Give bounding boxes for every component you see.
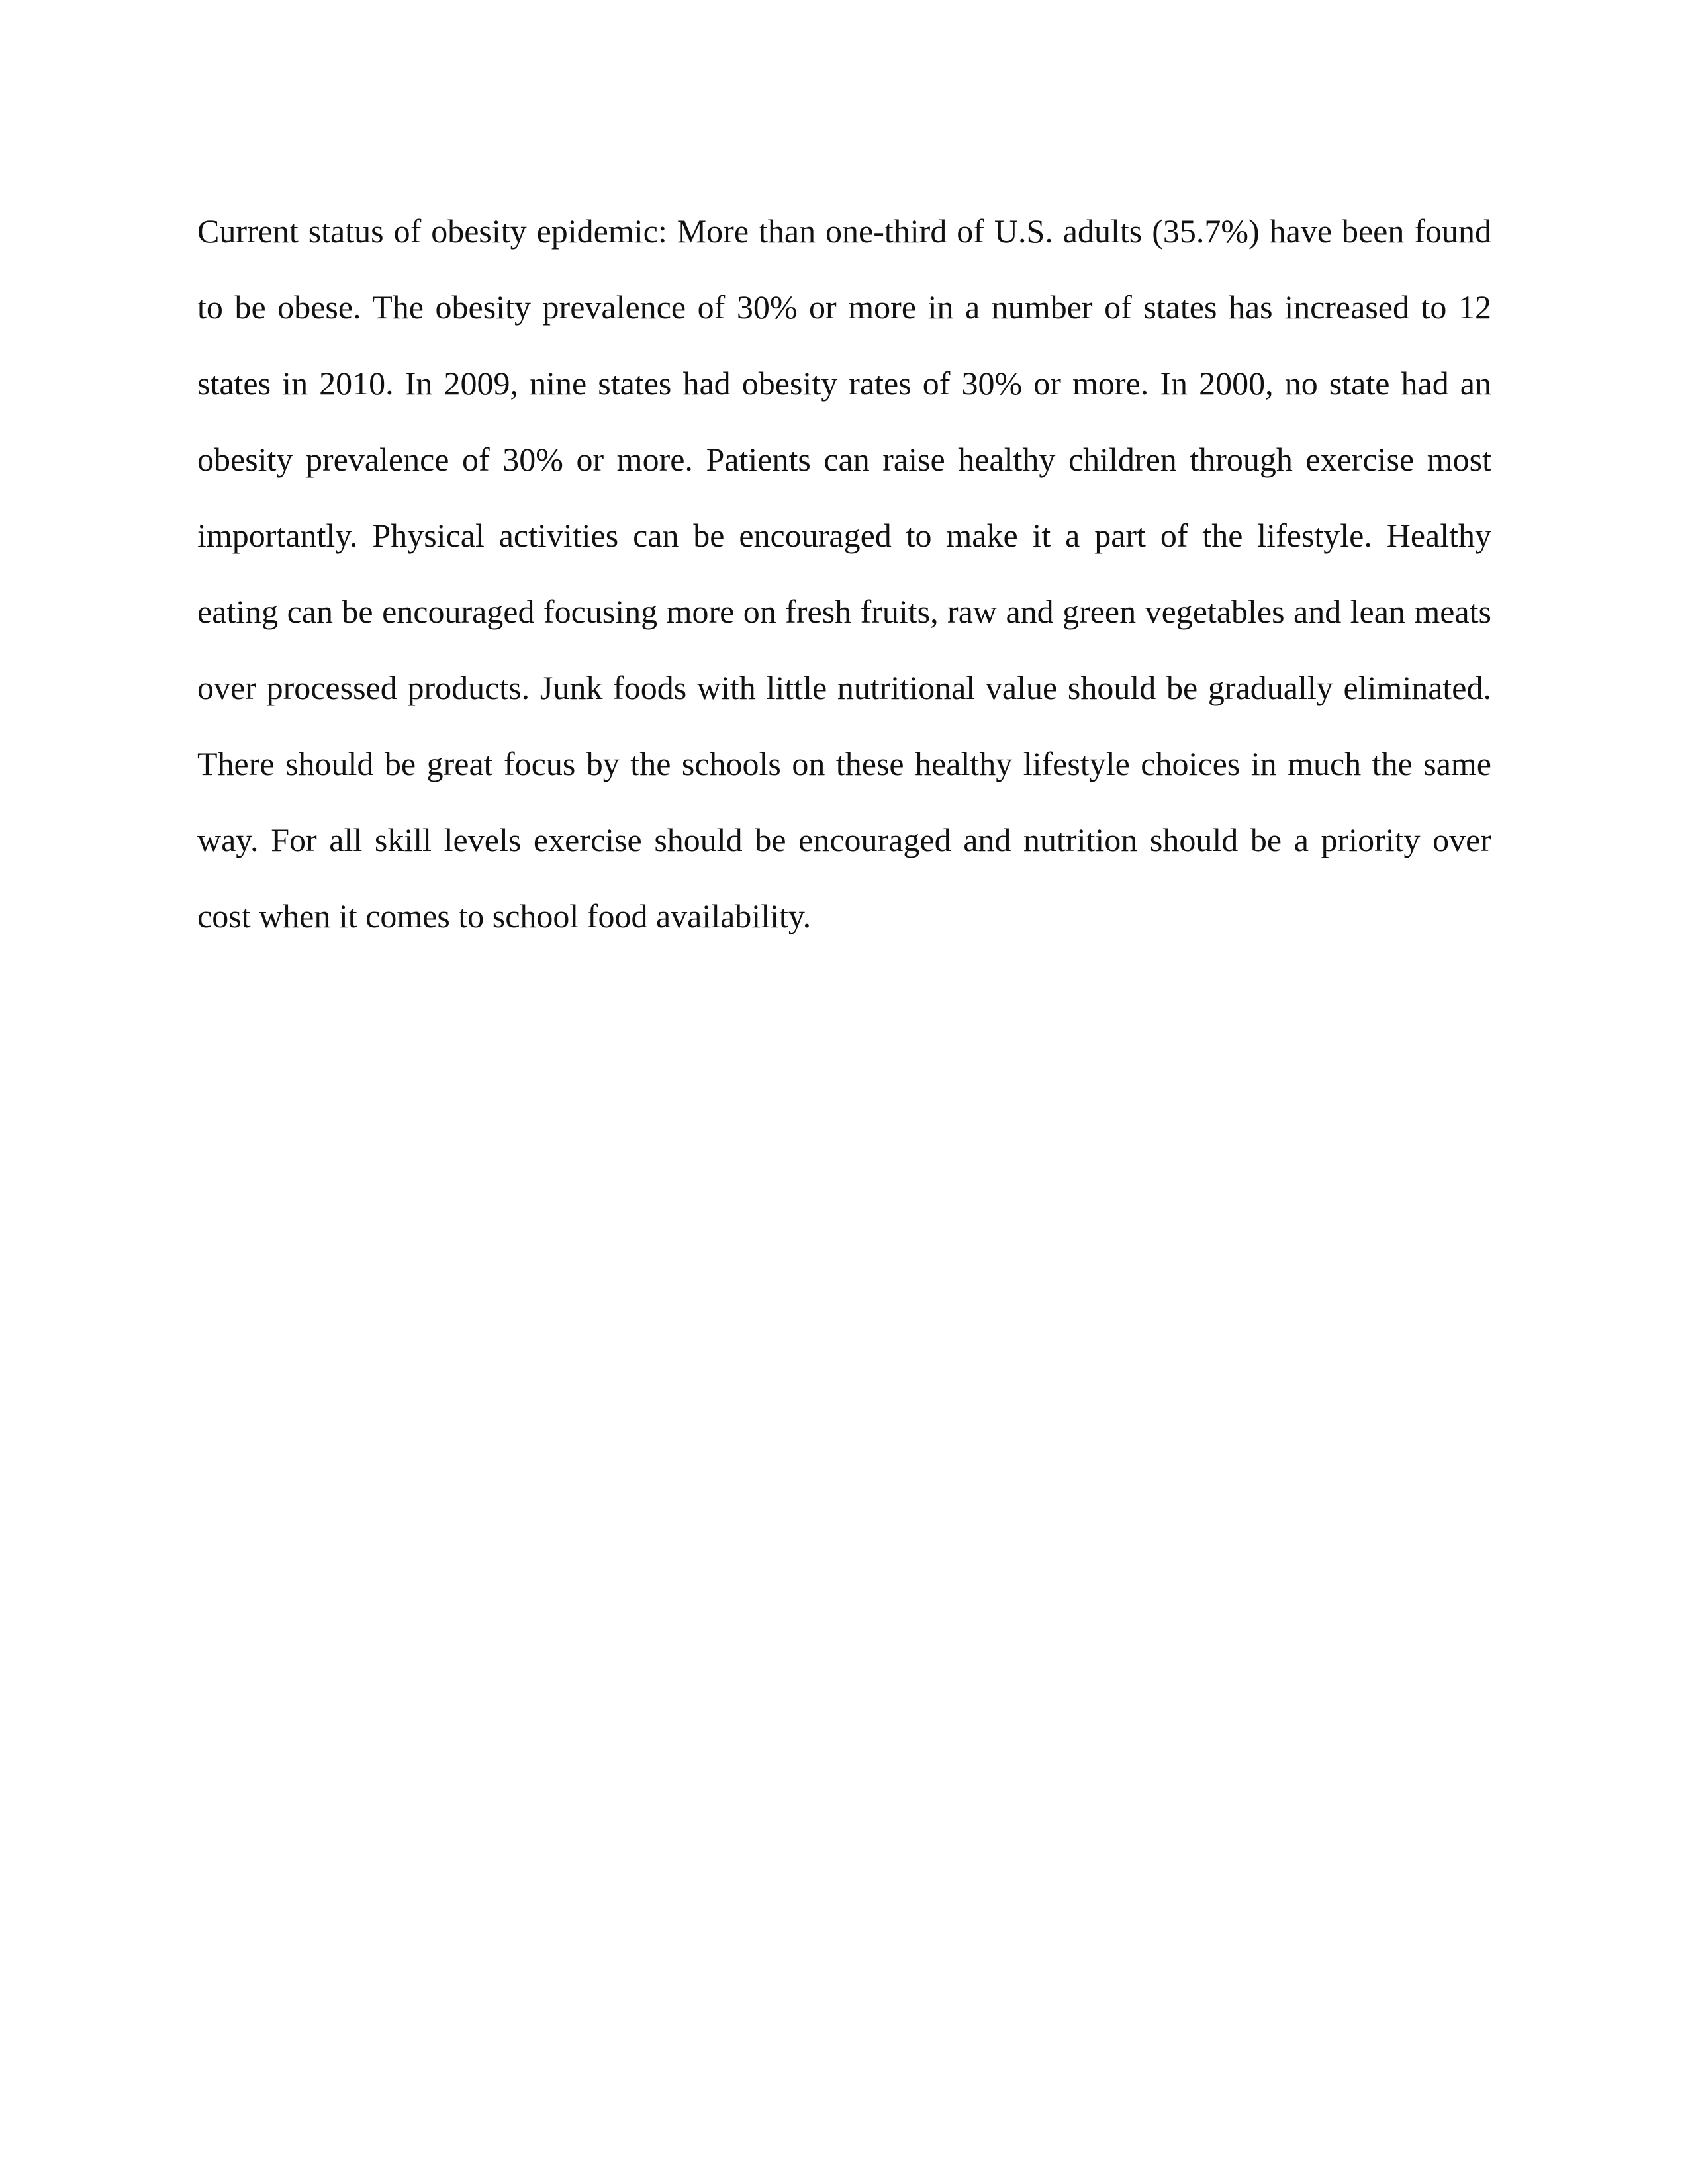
paragraph-line: states in 2010. In 2009, nine states had obesity rates of 30% or more. In 2000, no state had an [197, 365, 1491, 402]
paragraph-line: There should be great focus by the schools on these healthy lifestyle choices in much the same [197, 745, 1491, 782]
body-paragraph [197, 193, 1491, 954]
paragraph-line: to be obese. The obesity prevalence of 30% or more in a number of states has increased to 12 [197, 289, 1491, 326]
paragraph-line: obesity prevalence of 30% or more. Patients can raise healthy children through exercise most [197, 441, 1491, 478]
paragraph-line: over processed products. Junk foods with little nutritional value should be gradually eliminated. [197, 669, 1491, 706]
paragraph-line: Current status of obesity epidemic: More than one-third of U.S. adults (35.7%) have been found [197, 212, 1491, 250]
paragraph-line: importantly. Physical activities can be encouraged to make it a part of the lifestyle. Healthy [197, 517, 1491, 554]
paragraph-line: eating can be encouraged focusing more on fresh fruits, raw and green vegetables and lean meats [197, 593, 1491, 630]
paragraph-line: way. For all skill levels exercise should be encouraged and nutrition should be a priority over [197, 821, 1491, 858]
paragraph-line: cost when it comes to school food availability. [197, 897, 812, 934]
